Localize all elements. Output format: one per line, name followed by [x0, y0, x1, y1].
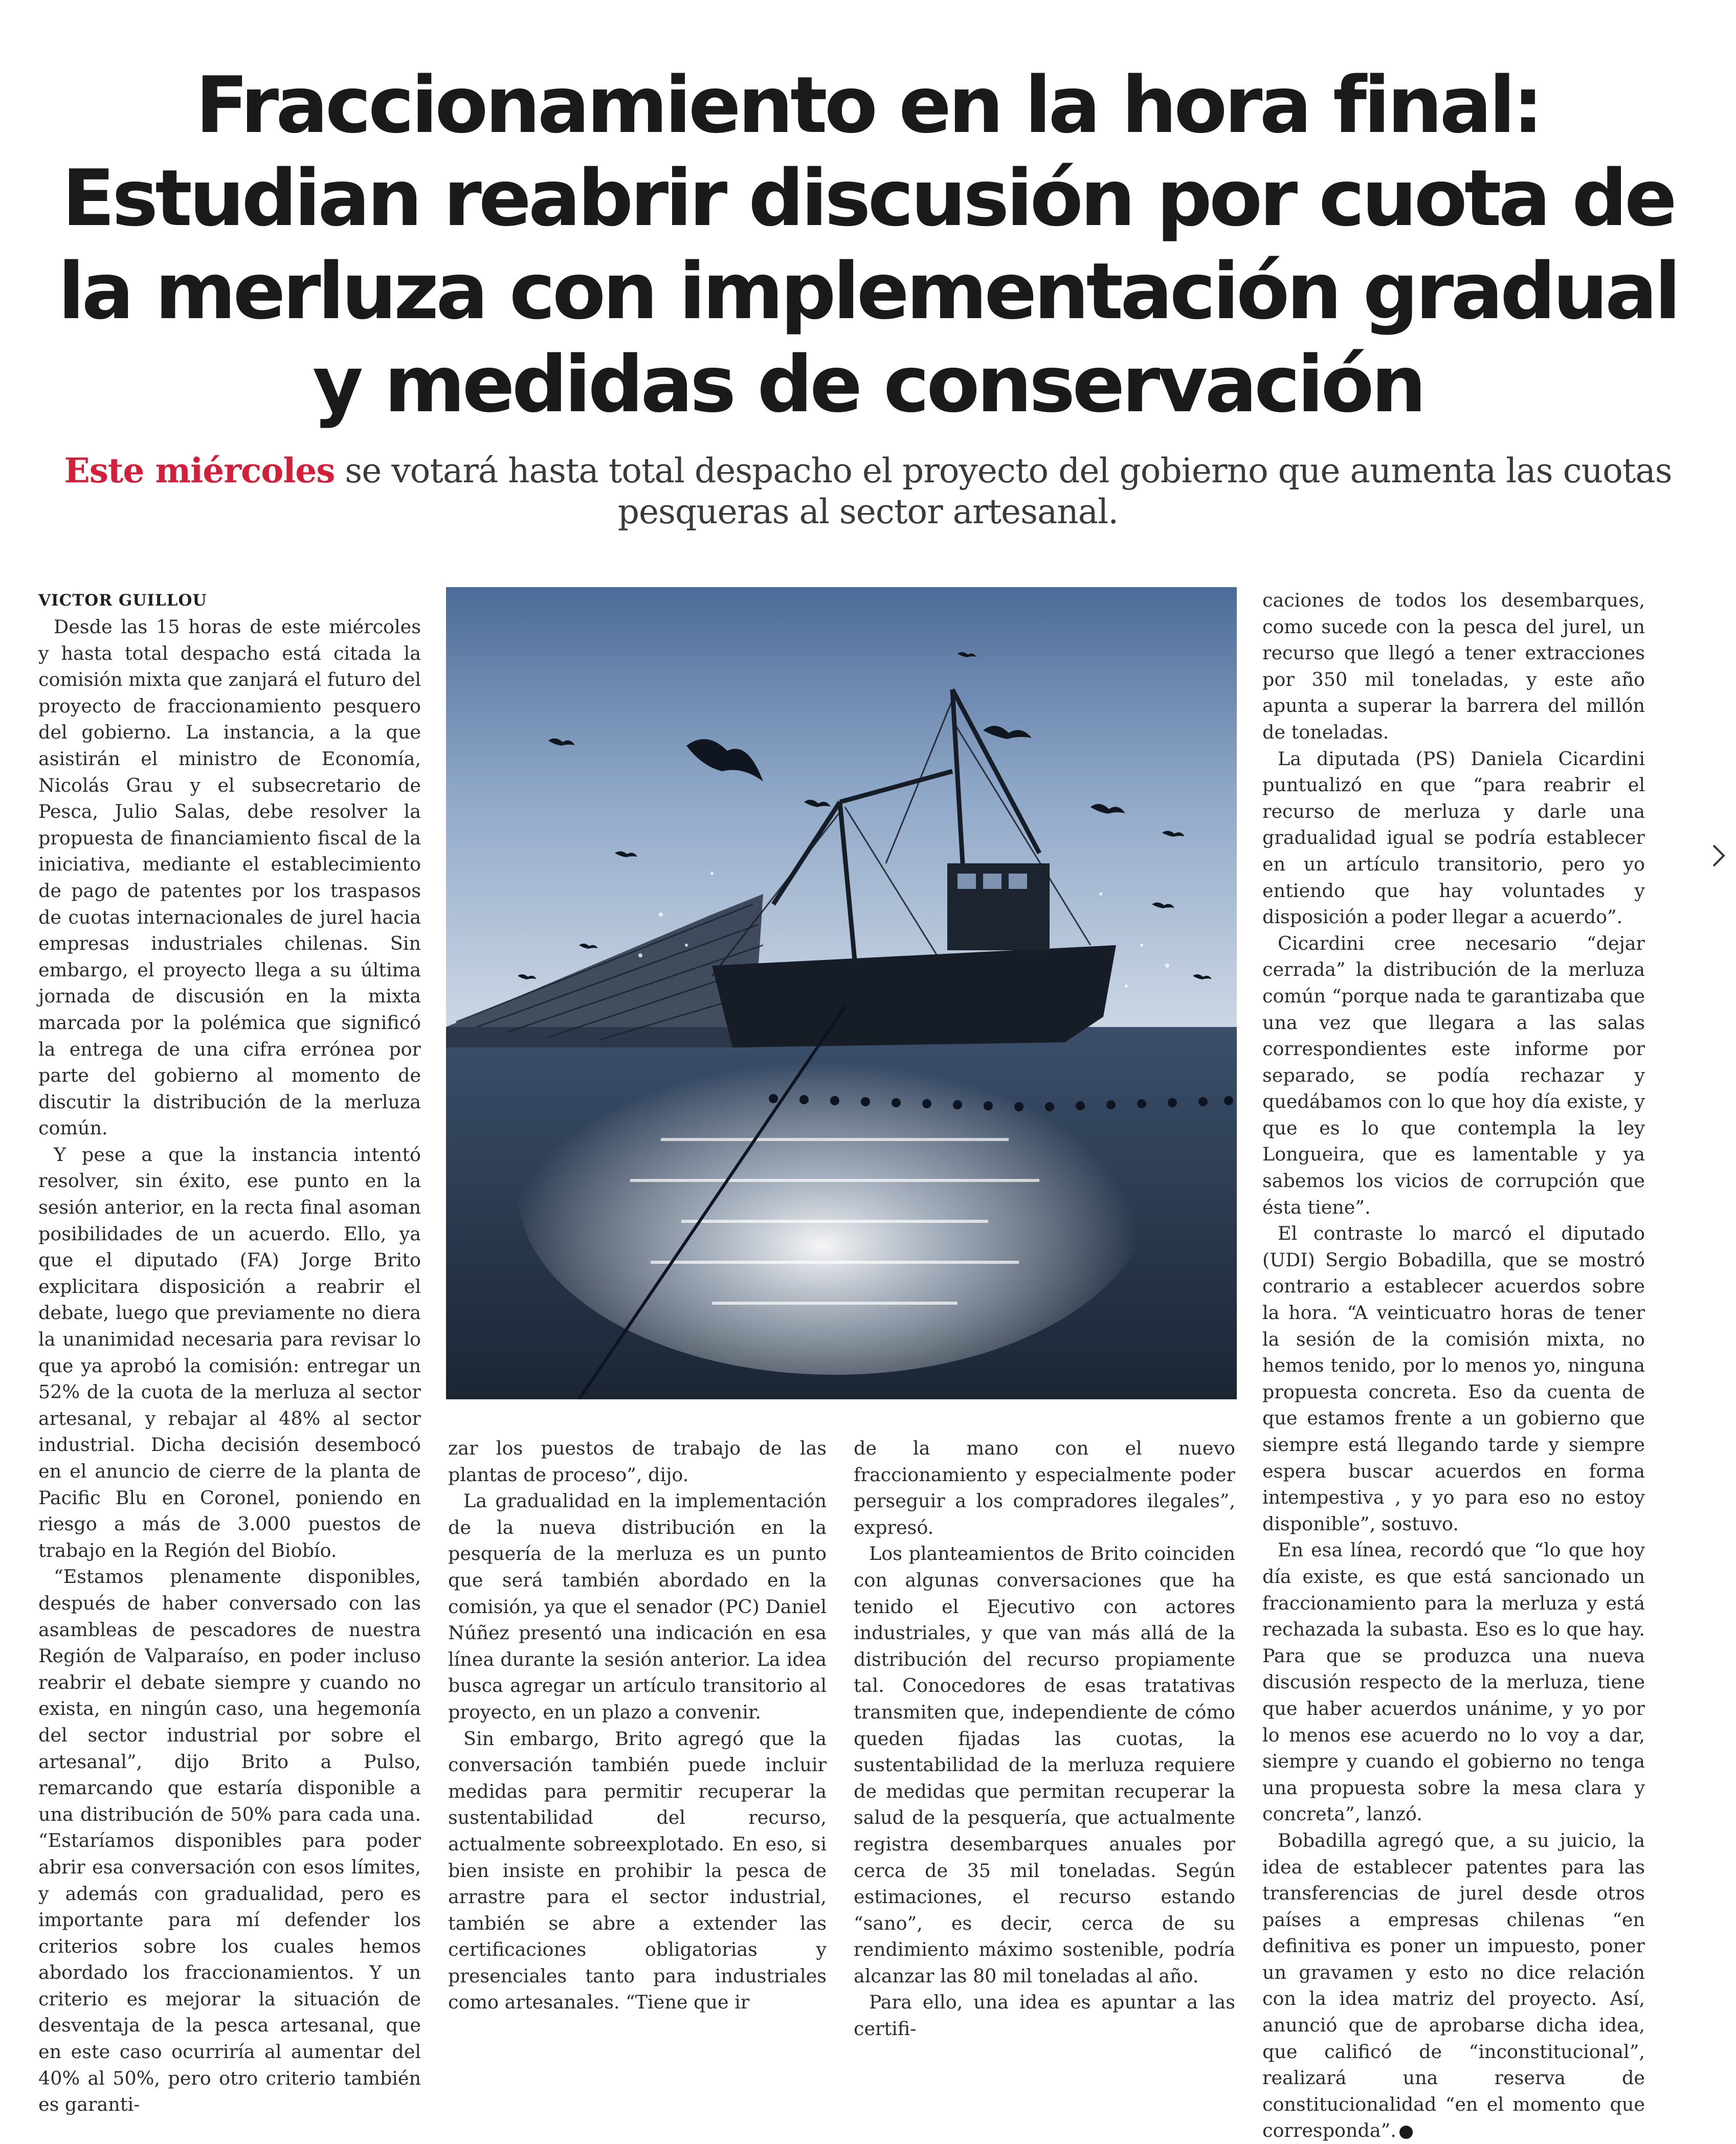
deck	[46, 450, 1690, 532]
deck-lead: Este miércoles	[64, 451, 335, 490]
end-of-article-icon	[1399, 2126, 1413, 2139]
paragraph: Cicardini cree necesario “dejar cerrada” la distribución de la merluza común “porque nada te garantizaba que una vez que llegara a las salas correspondientes este informe por separado, se podía rechazar y quedábamos con lo que hoy día existe, y que es lo que contempla la ley Longueira, que es lamentable y ya sabemos los vicios de corrupción que ésta tiene”.	[1262, 932, 1645, 1218]
byline: VICTOR GUILLOU	[38, 591, 207, 610]
paragraph-final	[1262, 1827, 1645, 2144]
headline: Fraccionamiento en la hora final: Estudian reabrir discusión por cuota de la merluza con implementación gradual y medidas de conservación	[58, 60, 1678, 430]
paragraph: Y pese a que la instancia intentó resolver, sin éxito, ese punto en la sesión anterior, en la recta final asoman posibilidades de un acuerdo. Ello, ya que el diputado (FA) Jorge Brito explicitara disposición a reabrir el debate, luego que previamente no diera la unanimidad necesaria para revisar lo que ya aprobó la comisión: entregar un 52% de la cuota de la merluza al sector artesanal, y rebajar al 48% al sector industrial. Dicha decisión desembocó en el anuncio de cierre de la planta de Pacific Blu en Coronel, poniendo en riesgo a más de 3.000 puestos de trabajo en la Región del Biobío.	[38, 1143, 421, 1561]
article-column-3	[854, 1435, 1235, 2042]
paragraph-final-text: Bobadilla agregó que, a su juicio, la idea de establecer patentes para las transferencias de jurel desde otros países a empresas chilenas “en definitiva es poner un impuesto, poner un gravamen y esto no dice relación con la idea matriz del proyecto. Así, anunció que de aprobarse dicha idea, que calificó de “inconstitucional”, realizará una reserva de constitucionalidad “en el momento que corresponda”.	[1262, 1829, 1645, 2142]
paragraph: En esa línea, recordó que “lo que hoy día existe, es que está sancionado un fraccionamiento para la merluza y está rechazada la subasta. Eso es lo que hay. Para que se produzca una nueva discusión respecto de la merluza, tiene que haber acuerdos unánime, y yo por lo menos ese acuerdo no lo voy a dar, siempre y cuando el gobierno no tenga una propuesta sobre la mesa clara y concreta”, lanzó.	[1262, 1539, 1645, 1825]
paragraph: zar los puestos de trabajo de las plantas de proceso”, dijo.	[448, 1437, 827, 1486]
article-column-2	[448, 1435, 827, 2016]
chevron-right-icon[interactable]	[1708, 840, 1729, 871]
paragraph: La gradualidad en la implementación de la nueva distribución en la pesquería de la merluza es un punto que será también abordado en la comisión, ya que el senador (PC) Daniel Núñez presentó una indicación en esa línea durante la sesión anterior. La idea busca agregar un artículo transitorio al proyecto, en un plazo a convenir.	[448, 1490, 827, 1723]
paragraph: La diputada (PS) Daniela Cicardini puntualizó en que “para reabrir el recurso de merluza y darle una gradualidad igual se podría establecer en un artículo transitorio, pero yo entiendo que hay voluntades y disposición a poder llegar a acuerdo”.	[1262, 747, 1645, 928]
paragraph: de la mano con el nuevo fraccionamiento y especialmente poder perseguir a los compradores ilegales”, expresó.	[854, 1437, 1235, 1538]
article-column-1	[38, 587, 421, 2118]
paragraph: caciones de todos los desembarques, como sucede con la pesca del jurel, un recurso que llegó a tener extracciones por 350 mil toneladas, y este año apunta a superar la barrera del millón de toneladas.	[1262, 589, 1645, 743]
fishing-trawler-photo	[446, 587, 1237, 1399]
article-column-4	[1262, 587, 1645, 2144]
paragraph: Desde las 15 horas de este miércoles y hasta total despacho está citada la comisión mixta que zanjará el futuro del proyecto de fraccionamiento pesquero del gobierno. La instancia, a la que asistirán el ministro de Economía, Nicolás Grau y el subsecretario de Pesca, Julio Salas, debe resolver la propuesta de financiamiento fiscal de la iniciativa, mediante el establecimiento de pago de patentes por los traspasos de cuotas internacionales de jurel hacia empresas industriales chilenas. Sin embargo, el proyecto llega a su última jornada de discusión en la mixta marcada por la polémica que significó la entrega de una cifra errónea por parte del gobierno al momento de discutir la distribución de la merluza común.	[38, 616, 421, 1140]
deck-text: se votará hasta total despacho el proyecto del gobierno que aumenta las cuotas pesqueras al sector artesanal.	[335, 451, 1672, 531]
paragraph: “Estamos plenamente disponibles, después de haber conversado con las asambleas de pescadores de nuestra Región de Valparaíso, en poder incluso reabrir el debate siempre y cuando no exista, en ningún caso, una hegemonía del sector industrial por sobre el artesanal”, dijo Brito a Pulso, remarcando que estaría disponible a una distribución de 50% para cada una. “Estaríamos disponibles para poder abrir esa conversación con esos límites, y además con gradualidad, pero es importante para mí defender los criterios sobre los cuales hemos abordado los fraccionamientos. Y un criterio es mejorar la situación de desventaja de la pesca artesanal, que en este caso ocurriría al aumentar del 40% al 50%, pero otro criterio también es garanti-	[38, 1566, 421, 2116]
paragraph: Sin embargo, Brito agregó que la conversación también puede incluir medidas para permitir recuperar la sustentabilidad del recurso, actualmente sobreexplotado. En eso, si bien insiste en prohibir la pesca de arrastre para el sector industrial, también se abre a extender las certificaciones obligatorias y presenciales tanto para industriales como artesanales. “Tiene que ir	[448, 1727, 827, 2014]
paragraph: Los planteamientos de Brito coinciden con algunas conversaciones que ha tenido el Ejecutivo con actores industriales, y que van más allá de la distribución del recurso propiamente tal. Conocedores de esas tratativas transmiten que, independiente de cómo queden fijadas las cuotas, la sustentabilidad de la merluza requiere de medidas que permitan recuperar la salud de la pesquería, que actualmente registra desembarques anuales por cerca de 35 mil toneladas. Según estimaciones, el recurso estando “sano”, es decir, cerca de su rendimiento máximo sostenible, podría alcanzar las 80 mil toneladas al año.	[854, 1543, 1235, 1987]
paragraph: Para ello, una idea es apuntar a las certifi-	[854, 1991, 1235, 2040]
paragraph: El contraste lo marcó el diputado (UDI) Sergio Bobadilla, que se mostró contrario a establecer acuerdos sobre la hora. “A veinticuatro horas de tener la sesión de la comisión mixta, no hemos tenido, por lo menos yo, ninguna propuesta concreta. Eso da cuenta de que estamos frente a un gobierno que siempre está llegando tarde y siempre espera buscar acuerdos en forma intempestiva , y yo para eso no estoy disponible”, sostuvo.	[1262, 1222, 1645, 1535]
